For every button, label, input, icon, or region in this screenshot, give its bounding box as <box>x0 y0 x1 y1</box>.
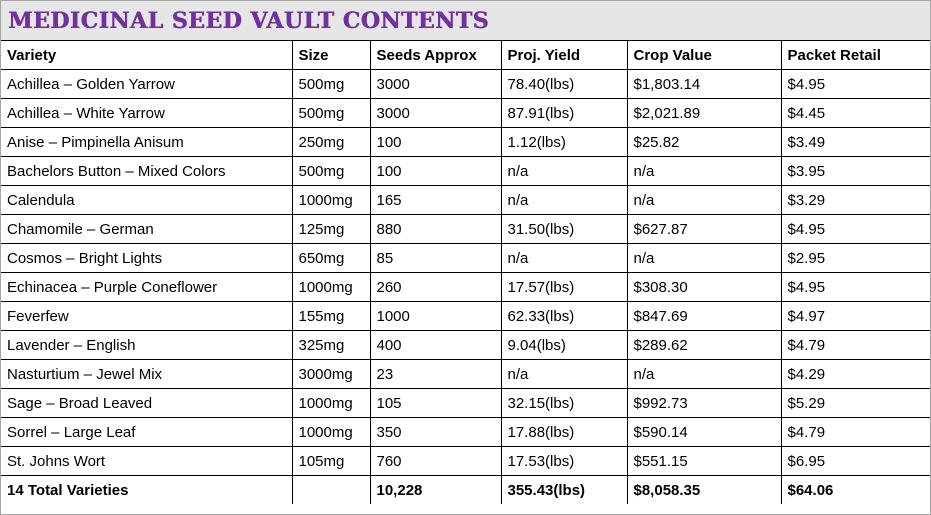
cell-crop-value: $847.69 <box>627 302 781 331</box>
cell-crop-value: $25.82 <box>627 128 781 157</box>
cell-proj-yield: 62.33(lbs) <box>501 302 627 331</box>
cell-seeds-approx: 880 <box>370 215 501 244</box>
cell-crop-value: $2,021.89 <box>627 99 781 128</box>
cell-packet-retail: $4.95 <box>781 215 930 244</box>
table-row <box>1 244 930 273</box>
table-row <box>1 128 930 157</box>
table-row <box>1 360 930 389</box>
cell-crop-value: n/a <box>627 186 781 215</box>
cell-seeds-approx: 23 <box>370 360 501 389</box>
cell-packet-retail: $3.29 <box>781 186 930 215</box>
table-row <box>1 70 930 99</box>
total-seeds-approx: 10,228 <box>370 476 501 505</box>
cell-variety: Feverfew <box>1 302 292 331</box>
column-header-size: Size <box>292 41 370 70</box>
table-row <box>1 273 930 302</box>
cell-size: 1000mg <box>292 418 370 447</box>
table-row <box>1 418 930 447</box>
cell-variety: St. Johns Wort <box>1 447 292 476</box>
cell-seeds-approx: 165 <box>370 186 501 215</box>
cell-variety: Bachelors Button – Mixed Colors <box>1 157 292 186</box>
cell-crop-value: n/a <box>627 157 781 186</box>
seed-vault-table <box>1 41 930 504</box>
page-title: MEDICINAL SEED VAULT CONTENTS <box>8 7 489 34</box>
cell-seeds-approx: 3000 <box>370 70 501 99</box>
cell-crop-value: $308.30 <box>627 273 781 302</box>
cell-seeds-approx: 350 <box>370 418 501 447</box>
cell-packet-retail: $2.95 <box>781 244 930 273</box>
cell-proj-yield: 31.50(lbs) <box>501 215 627 244</box>
table-row <box>1 447 930 476</box>
cell-crop-value: $590.14 <box>627 418 781 447</box>
cell-size: 325mg <box>292 331 370 360</box>
cell-seeds-approx: 100 <box>370 128 501 157</box>
total-proj-yield: 355.43(lbs) <box>501 476 627 505</box>
total-crop-value: $8,058.35 <box>627 476 781 505</box>
cell-seeds-approx: 105 <box>370 389 501 418</box>
cell-proj-yield: 78.40(lbs) <box>501 70 627 99</box>
cell-crop-value: $289.62 <box>627 331 781 360</box>
table-row <box>1 186 930 215</box>
cell-packet-retail: $4.95 <box>781 70 930 99</box>
cell-variety: Anise – Pimpinella Anisum <box>1 128 292 157</box>
cell-packet-retail: $4.79 <box>781 331 930 360</box>
cell-proj-yield: n/a <box>501 157 627 186</box>
cell-packet-retail: $3.95 <box>781 157 930 186</box>
cell-variety: Echinacea – Purple Coneflower <box>1 273 292 302</box>
cell-packet-retail: $4.79 <box>781 418 930 447</box>
totals-row <box>1 476 930 505</box>
cell-packet-retail: $5.29 <box>781 389 930 418</box>
column-header-proj-yield: Proj. Yield <box>501 41 627 70</box>
cell-packet-retail: $4.97 <box>781 302 930 331</box>
cell-proj-yield: 17.88(lbs) <box>501 418 627 447</box>
cell-variety: Lavender – English <box>1 331 292 360</box>
cell-variety: Chamomile – German <box>1 215 292 244</box>
column-header-seeds-approx: Seeds Approx <box>370 41 501 70</box>
cell-variety: Nasturtium – Jewel Mix <box>1 360 292 389</box>
cell-size: 500mg <box>292 99 370 128</box>
cell-proj-yield: 87.91(lbs) <box>501 99 627 128</box>
cell-variety: Sorrel – Large Leaf <box>1 418 292 447</box>
total-packet-retail: $64.06 <box>781 476 930 505</box>
cell-packet-retail: $3.49 <box>781 128 930 157</box>
cell-proj-yield: 17.53(lbs) <box>501 447 627 476</box>
cell-size: 1000mg <box>292 273 370 302</box>
cell-size: 1000mg <box>292 186 370 215</box>
table-row <box>1 157 930 186</box>
cell-crop-value: n/a <box>627 244 781 273</box>
cell-seeds-approx: 760 <box>370 447 501 476</box>
cell-crop-value: $1,803.14 <box>627 70 781 99</box>
cell-crop-value: n/a <box>627 360 781 389</box>
cell-crop-value: $551.15 <box>627 447 781 476</box>
cell-proj-yield: 32.15(lbs) <box>501 389 627 418</box>
cell-packet-retail: $4.95 <box>781 273 930 302</box>
cell-variety: Calendula <box>1 186 292 215</box>
table-header <box>1 41 930 70</box>
table-row <box>1 99 930 128</box>
cell-size: 155mg <box>292 302 370 331</box>
total-variety: 14 Total Varieties <box>1 476 292 505</box>
cell-seeds-approx: 100 <box>370 157 501 186</box>
cell-size: 125mg <box>292 215 370 244</box>
cell-proj-yield: 9.04(lbs) <box>501 331 627 360</box>
column-header-crop-value: Crop Value <box>627 41 781 70</box>
cell-size: 250mg <box>292 128 370 157</box>
cell-packet-retail: $4.29 <box>781 360 930 389</box>
table-body <box>1 70 930 505</box>
cell-packet-retail: $4.45 <box>781 99 930 128</box>
cell-proj-yield: n/a <box>501 244 627 273</box>
cell-proj-yield: 17.57(lbs) <box>501 273 627 302</box>
total-size <box>292 476 370 505</box>
cell-crop-value: $627.87 <box>627 215 781 244</box>
cell-size: 1000mg <box>292 389 370 418</box>
cell-size: 500mg <box>292 157 370 186</box>
cell-proj-yield: 1.12(lbs) <box>501 128 627 157</box>
column-header-variety: Variety <box>1 41 292 70</box>
cell-proj-yield: n/a <box>501 360 627 389</box>
cell-variety: Achillea – White Yarrow <box>1 99 292 128</box>
table-row <box>1 331 930 360</box>
cell-size: 105mg <box>292 447 370 476</box>
cell-variety: Sage – Broad Leaved <box>1 389 292 418</box>
cell-seeds-approx: 1000 <box>370 302 501 331</box>
cell-seeds-approx: 400 <box>370 331 501 360</box>
cell-seeds-approx: 85 <box>370 244 501 273</box>
cell-crop-value: $992.73 <box>627 389 781 418</box>
cell-packet-retail: $6.95 <box>781 447 930 476</box>
column-header-packet-retail: Packet Retail <box>781 41 930 70</box>
cell-variety: Cosmos – Bright Lights <box>1 244 292 273</box>
cell-size: 650mg <box>292 244 370 273</box>
cell-size: 3000mg <box>292 360 370 389</box>
cell-size: 500mg <box>292 70 370 99</box>
cell-variety: Achillea – Golden Yarrow <box>1 70 292 99</box>
table-row <box>1 389 930 418</box>
cell-seeds-approx: 3000 <box>370 99 501 128</box>
header-row <box>1 41 930 70</box>
table-row <box>1 215 930 244</box>
table-row <box>1 302 930 331</box>
cell-seeds-approx: 260 <box>370 273 501 302</box>
title-bar <box>1 1 930 41</box>
cell-proj-yield: n/a <box>501 186 627 215</box>
